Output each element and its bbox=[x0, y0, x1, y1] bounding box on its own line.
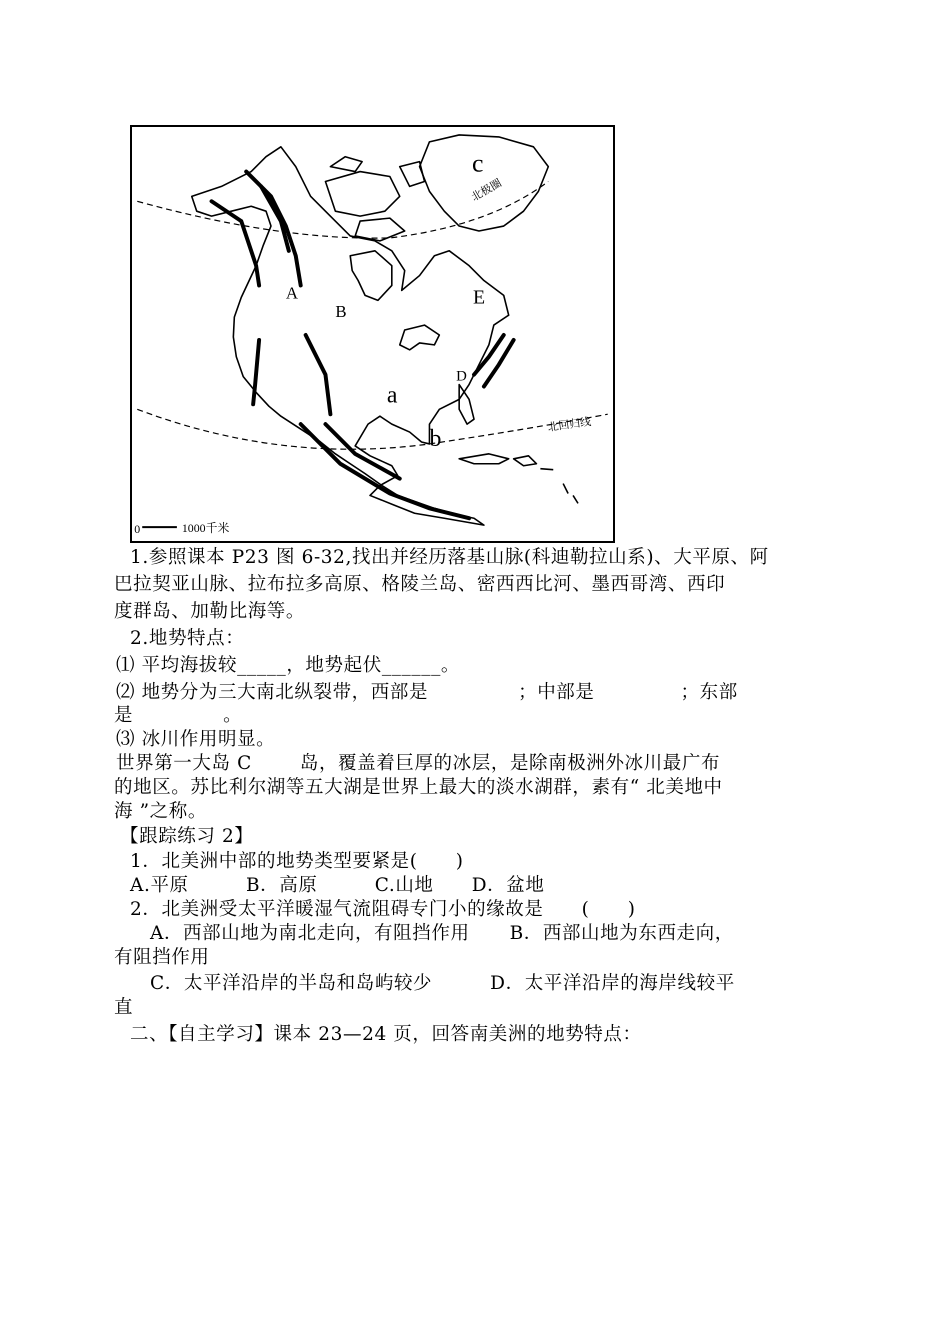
q2-item-3: ⑶ 冰川作用明显。 bbox=[116, 729, 276, 750]
option-b: B．西部山地为东西走向， bbox=[509, 923, 734, 944]
map-label-a: a bbox=[386, 382, 398, 409]
q2-item-2 bbox=[116, 681, 738, 705]
greenland-part1: 世界第一大岛 C bbox=[116, 753, 252, 774]
practice-q1-options: A.平原 B．高原 C.山地 D．盆地 bbox=[130, 875, 545, 896]
q1-line-3: 度群岛、加勒比海等。 bbox=[114, 601, 306, 622]
practice-heading: 【跟踪练习 2】 bbox=[120, 826, 254, 847]
practice-q2-options-2-cont: 直 bbox=[114, 997, 134, 1018]
practice-q1: 1．北美洲中部的地势类型要紧是( ) bbox=[130, 851, 464, 872]
hudson-bay bbox=[350, 251, 392, 301]
q2-item-2-part2: ；中部是 bbox=[518, 682, 595, 703]
q1-line-1: 1.参照课本 P23 图 6-32,找出并经历落基山脉(科迪勒拉山系)、大平原、阿 bbox=[130, 547, 769, 568]
arctic-islands bbox=[325, 157, 424, 241]
practice-q2-options-1-cont: 有阻挡作用 bbox=[114, 947, 210, 968]
option-a: A．西部山地为南北走向，有阻挡作用 bbox=[150, 923, 470, 944]
map-label-E: E bbox=[473, 286, 486, 309]
practice-q2-options-2 bbox=[150, 972, 735, 996]
q2-item-2-part4: 是 bbox=[114, 705, 134, 726]
section-two-heading: 二、【自主学习】课本 23—24 页，回答南美洲的地势特点： bbox=[130, 1024, 642, 1045]
practice-q2: 2．北美洲受太平洋暖湿气流阻碍专门小的缘故是 ( ) bbox=[130, 899, 636, 920]
q2-item-2-part5: 。 bbox=[223, 705, 243, 726]
scale-distance: 1000千米 bbox=[181, 521, 230, 536]
great-lakes bbox=[400, 325, 440, 350]
sierra-range bbox=[306, 335, 331, 414]
map-label-D: D bbox=[456, 368, 467, 385]
map-label-c: c bbox=[472, 148, 484, 178]
option-d: D．太平洋沿岸的海岸线较平 bbox=[490, 973, 735, 994]
map-label-b: b bbox=[429, 425, 442, 452]
q2-item-1: ⑴ 平均海拔较_____，地势起伏______。 bbox=[116, 655, 461, 676]
caribbean-islands bbox=[459, 454, 578, 504]
practice-q2-options-1 bbox=[150, 922, 734, 946]
tropic-line bbox=[137, 409, 607, 449]
north-america-map bbox=[130, 125, 615, 543]
florida bbox=[459, 385, 474, 425]
option-c: C．太平洋沿岸的半岛和岛屿较少 bbox=[150, 973, 433, 994]
map-svg bbox=[132, 127, 613, 541]
tropic-label: 北回归线 bbox=[547, 416, 592, 435]
q2-item-2-cont bbox=[114, 704, 242, 728]
q2-title: 2.地势特点： bbox=[130, 628, 245, 649]
greenland-line-1 bbox=[116, 752, 720, 776]
greenland-part2: 岛，覆盖着巨厚的冰层，是除南极洲外冰川最广布 bbox=[299, 753, 721, 774]
greenland-outline bbox=[420, 135, 549, 231]
scale-zero: 0 bbox=[134, 522, 141, 537]
greenland-line-2: 的地区。苏比利尔湖等五大湖是世界上最大的淡水湖群，素有“ 北美地中 bbox=[114, 777, 723, 798]
q1-line-2: 巴拉契亚山脉、拉布拉多高原、格陵兰岛、密西西比河、墨西哥湾、西印 bbox=[114, 574, 726, 595]
q2-item-2-part1: ⑵ 地势分为三大南北纵裂带，西部是 bbox=[116, 682, 429, 703]
appalachian-range-2 bbox=[474, 335, 504, 375]
map-label-B: B bbox=[335, 302, 347, 322]
q2-item-2-part3: ；东部 bbox=[680, 682, 738, 703]
greenland-line-3: 海 ”之称。 bbox=[114, 801, 207, 822]
arctic-circle-label: 北极圈 bbox=[469, 177, 504, 204]
map-label-A: A bbox=[285, 283, 298, 303]
